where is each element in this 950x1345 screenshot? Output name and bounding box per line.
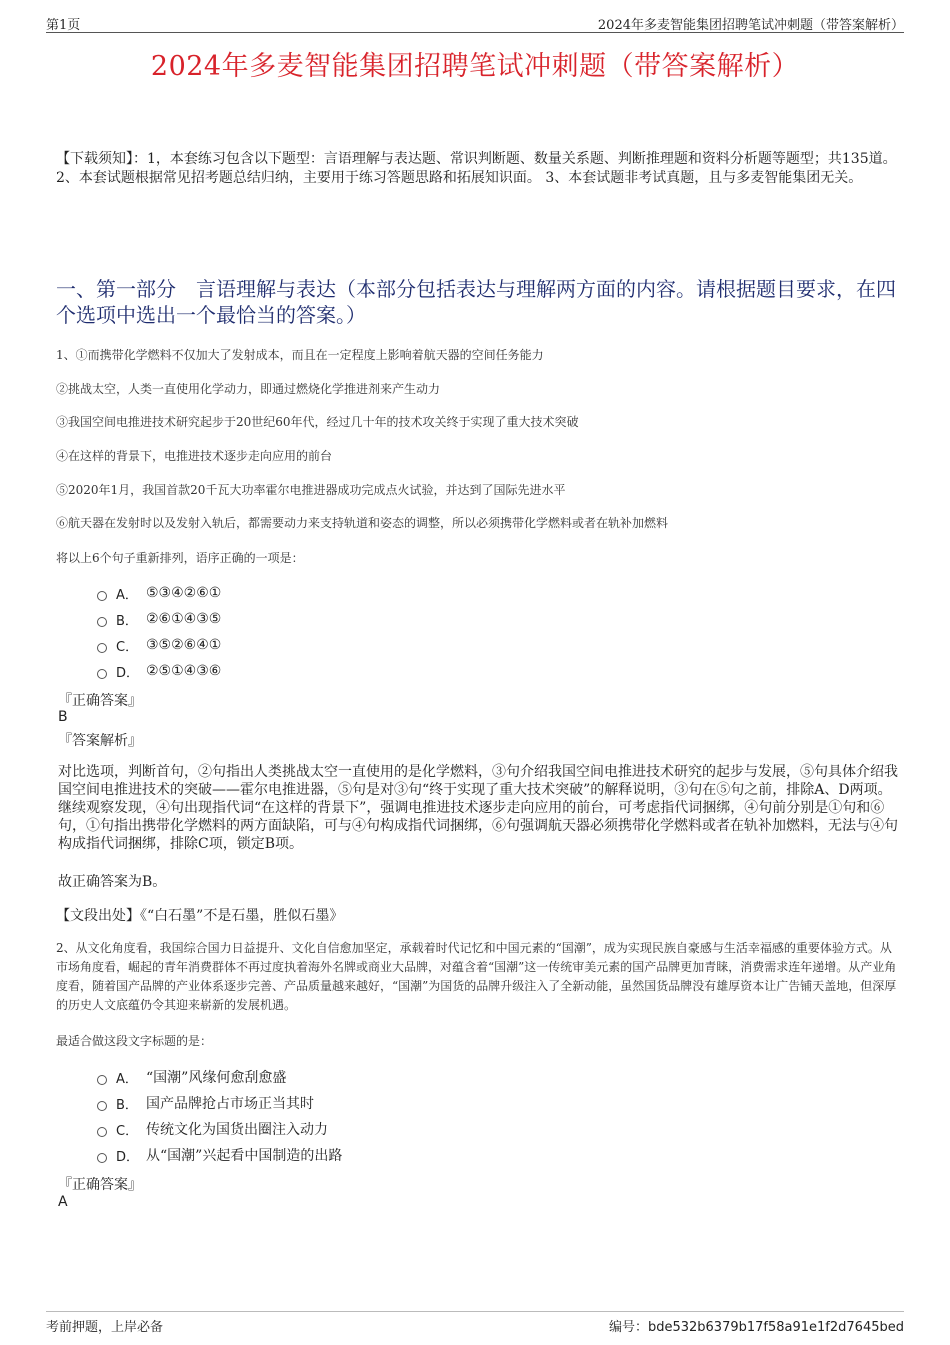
option-text: ③⑤②⑥④①	[146, 637, 222, 653]
option-key: D．	[116, 1149, 140, 1165]
q2-option-d[interactable]	[97, 1145, 342, 1165]
q2-option-b[interactable]	[97, 1093, 314, 1113]
q1-answer-label: 『正确答案』	[58, 693, 142, 709]
q1-sentence-3: ③我国空间电推进技术研究起步于20世纪60年代，经过几十年的技术攻关终于实现了重大技术突破	[56, 415, 579, 429]
page-footer	[46, 1311, 904, 1336]
q2-option-a[interactable]	[97, 1067, 286, 1087]
radio-icon[interactable]	[97, 1127, 107, 1137]
option-key: D．	[116, 665, 140, 681]
q1-sentence-1: 1、①而携带化学燃料不仅加大了发射成本，而且在一定程度上影响着航天器的空间任务能力	[56, 348, 544, 362]
q1-sentence-6: ⑥航天器在发射时以及发射入轨后，都需要动力来支持轨道和姿态的调整，所以必须携带化学燃料或者在轨补加燃料	[56, 516, 669, 530]
q1-option-c[interactable]	[97, 635, 221, 655]
page-number: 第1页	[46, 18, 81, 33]
download-notice: 【下载须知】：1，本套练习包含以下题型：言语理解与表达题、常识判断题、数量关系题、判断推理题和资料分析题等题型；共135道。 2、本套试题根据常见招考题总结归纳，主要用于练习答题思路和拓展知识面。 3、本套试题非考试真题，且与多麦智能集团无关。	[56, 151, 897, 186]
q1-analysis: 对比选项，判断首句，②句指出人类挑战太空一直使用的是化学燃料，③句介绍我国空间电推进技术研究的起步与发展，⑤句具体介绍我国空间电推进技术的突破——霍尔电推进器，⑤句是对③句“终于实现了重大技术突破”的解释说明，③句在⑤句之前，排除A、D两项。继续观察发现，④句出现指代词“在这样的背景下”，强调电推进技术逐步走向应用的前台，可考虑指代词捆绑，④句前分别是①句和⑥句，①句指出携带化学燃料的两方面缺陷，可与④句构成指代词捆绑，⑥句强调航天器必须携带化学燃料或者在轨补加燃料，无法与④句构成指代词捆绑，排除C项，锁定B项。	[58, 764, 898, 852]
section-title: 一、第一部分 言语理解与表达（本部分包括表达与理解两方面的内容。请根据题目要求，在四个选项中选出一个最恰当的答案。）	[56, 277, 896, 327]
q1-sentence-4: ④在这样的背景下，电推进技术逐步走向应用的前台	[56, 449, 333, 463]
q1-option-a[interactable]	[97, 583, 221, 603]
q1-option-b[interactable]	[97, 609, 221, 629]
radio-icon[interactable]	[97, 643, 107, 653]
q2-prompt: 最适合做这段文字标题的是：	[56, 1034, 213, 1048]
q2-passage: 2、从文化角度看，我国综合国力日益提升、文化自信愈加坚定，承载着时代记忆和中国元素的“国潮”，成为实现民族自豪感与生活幸福感的重要体验方式。从市场角度看，崛起的青年消费群体不再过度执着海外名牌或商业大品牌，对蕴含着“国潮”这一传统审美元素的国产品牌更加青睐，消费需求连年递增。从产业角度看，随着国产品牌的产业体系逐步完善、产品质量越来越好，“国潮”为国货的品牌升级注入了全新动能，虽然国货品牌没有雄厚资本让广告铺天盖地，但深厚的历史人文底蕴仍令其迎来崭新的发展机遇。	[56, 941, 897, 1012]
radio-icon[interactable]	[97, 591, 107, 601]
option-key: C．	[116, 1123, 139, 1139]
footer-code-value: bde532b6379b17f58a91e1f2d7645bed	[647, 1320, 904, 1335]
option-key: B．	[116, 1097, 138, 1113]
option-text: ②⑥①④③⑤	[146, 611, 222, 627]
q1-prompt: 将以上6个句子重新排列，语序正确的一项是：	[56, 551, 304, 565]
header-doc-title: 2024年多麦智能集团招聘笔试冲刺题（带答案解析）	[597, 18, 904, 33]
option-text: 从“国潮”兴起看中国制造的出路	[146, 1148, 343, 1164]
q1-option-d[interactable]	[97, 661, 221, 681]
q2-option-c[interactable]	[97, 1119, 328, 1139]
page-header	[46, 12, 904, 33]
footer-code	[609, 1316, 904, 1335]
q2-answer: A	[58, 1194, 68, 1210]
q2-answer-label: 『正确答案』	[58, 1177, 142, 1193]
radio-icon[interactable]	[97, 669, 107, 679]
option-key: A．	[116, 587, 138, 603]
radio-icon[interactable]	[97, 1075, 107, 1085]
q1-sentence-2: ②挑战太空，人类一直使用化学动力，即通过燃烧化学推进剂来产生动力	[56, 382, 441, 396]
option-text: 国产品牌抢占市场正当其时	[146, 1096, 314, 1112]
q1-conclusion: 故正确答案为B。	[58, 874, 167, 890]
option-text: ②⑤①④③⑥	[146, 663, 222, 679]
option-key: B．	[116, 613, 138, 629]
q1-answer: B	[58, 709, 68, 725]
q1-sentence-5: ⑤2020年1月，我国首款20千瓦大功率霍尔电推进器成功完成点火试验，并达到了国际先进水平	[56, 483, 566, 497]
footer-code-label: 编号：	[608, 1320, 648, 1335]
q1-source: 【文段出处】《“白石墨”不是石墨，胜似石墨》	[56, 908, 344, 924]
option-key: A．	[116, 1071, 138, 1087]
option-key: C．	[116, 639, 139, 655]
footer-slogan: 考前押题，上岸必备	[46, 1320, 164, 1335]
radio-icon[interactable]	[97, 617, 107, 627]
radio-icon[interactable]	[97, 1153, 107, 1163]
q1-analysis-label: 『答案解析』	[58, 733, 142, 749]
option-text: ⑤③④②⑥①	[146, 585, 222, 601]
document-title: 2024年多麦智能集团招聘笔试冲刺题（带答案解析）	[150, 51, 800, 82]
option-text: 传统文化为国货出圈注入动力	[146, 1122, 328, 1138]
radio-icon[interactable]	[97, 1101, 107, 1111]
option-text: “国潮”风缘何愈刮愈盛	[146, 1070, 287, 1086]
